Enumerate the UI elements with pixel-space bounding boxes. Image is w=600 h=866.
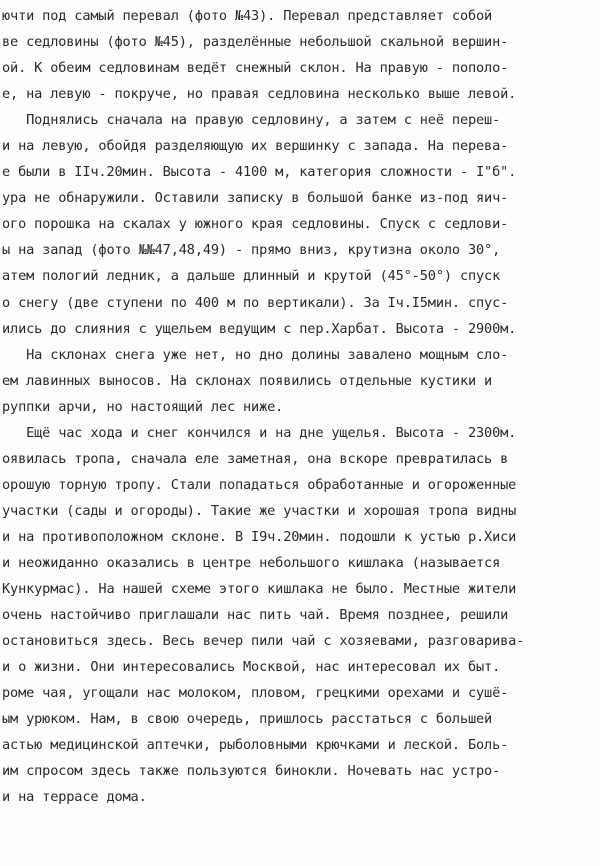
text-line: им спросом здесь также пользуются бинокли. Ночевать нас устро- [2, 763, 501, 780]
text-line: ым урюком. Нам, в свою очередь, пришлось расстаться с большей [2, 711, 493, 728]
text-line: е были в IIч.20мин. Высота - 4100 м, категория сложности - I"б". [2, 164, 517, 181]
text-line: ючти под самый перевал (фото №43). Перевал представляет собой [2, 8, 493, 24]
text-line: остановиться здесь. Весь вечер пили чай с хозяевами, разговарива- [2, 633, 525, 650]
text-line: и на противоположном склоне. В I9ч.20мин. подошли к устью р.Хиси [2, 528, 517, 545]
text-line: ем лавинных выносов. На склонах появились отдельные кустики и [2, 372, 493, 389]
document-text [2, 3, 598, 810]
text-line: Поднялись сначала на правую седловину, а затем с неё переш- [2, 112, 501, 129]
text-line: Кункурмас). На нашей схеме этого кишлака не было. Местные жители [2, 581, 517, 598]
text-line: о снегу (две ступени по 400 м по вертикали). За Iч.I5мин. спус- [2, 294, 509, 311]
text-line: Ещё час хода и снег кончился и на дне ущелья. Высота - 2300м. [2, 424, 517, 441]
text-line: ились до слияния с ущельем ведущим с пер.Харбат. Высота - 2900м. [2, 320, 517, 337]
text-line: руппки арчи, но настоящий лес ниже. [2, 398, 284, 415]
text-line: и на левую, обойдя разделяющую их вершинку с запада. На перева- [2, 138, 509, 155]
text-line: оявилась тропа, сначала еле заметная, она вскоре превратилась в [2, 450, 509, 467]
text-line: роме чая, угощали нас молоком, пловом, грецкими орехами и сушё- [2, 685, 509, 702]
text-line: ого порошка на скалах у южного края седловины. Спуск с седлови- [2, 216, 509, 233]
text-line: ой. К обеим седловинам ведёт снежный склон. На правую - пополо- [2, 60, 509, 77]
text-line: На склонах снега уже нет, но дно долины завалено мощным сло- [2, 346, 509, 363]
text-line: ы на запад (фото №№47,48,49) - прямо вниз, крутизна около 30°, [2, 242, 501, 259]
text-line: астью медицинской аптечки, рыболовными крючками и леской. Боль- [2, 737, 509, 754]
text-line: участки (сады и огороды). Такие же участки и хорошая тропа видны [2, 502, 517, 519]
text-line: орошую торную тропу. Стали попадаться обработанные и огороженные [2, 476, 517, 493]
text-line: е, на левую - покруче, но правая седловина несколько выше левой. [2, 86, 517, 103]
text-line: ура не обнаружили. Оставили записку в большой банке из-под яич- [2, 190, 509, 207]
text-line: атем пологий ледник, а дальше длинный и крутой (45°-50°) спуск [2, 268, 501, 285]
text-line: и на террасе дома. [2, 789, 147, 806]
text-line: ве седловины (фото №45), разделённые небольшой скальной вершин- [2, 34, 509, 51]
text-line: и неожиданно оказались в центре небольшого кишлака (называется [2, 554, 501, 571]
text-line: и о жизни. Они интересовались Москвой, нас интересовал их быт. [2, 659, 501, 676]
text-line: очень настойчиво приглашали нас пить чай. Время позднее, решили [2, 607, 509, 624]
